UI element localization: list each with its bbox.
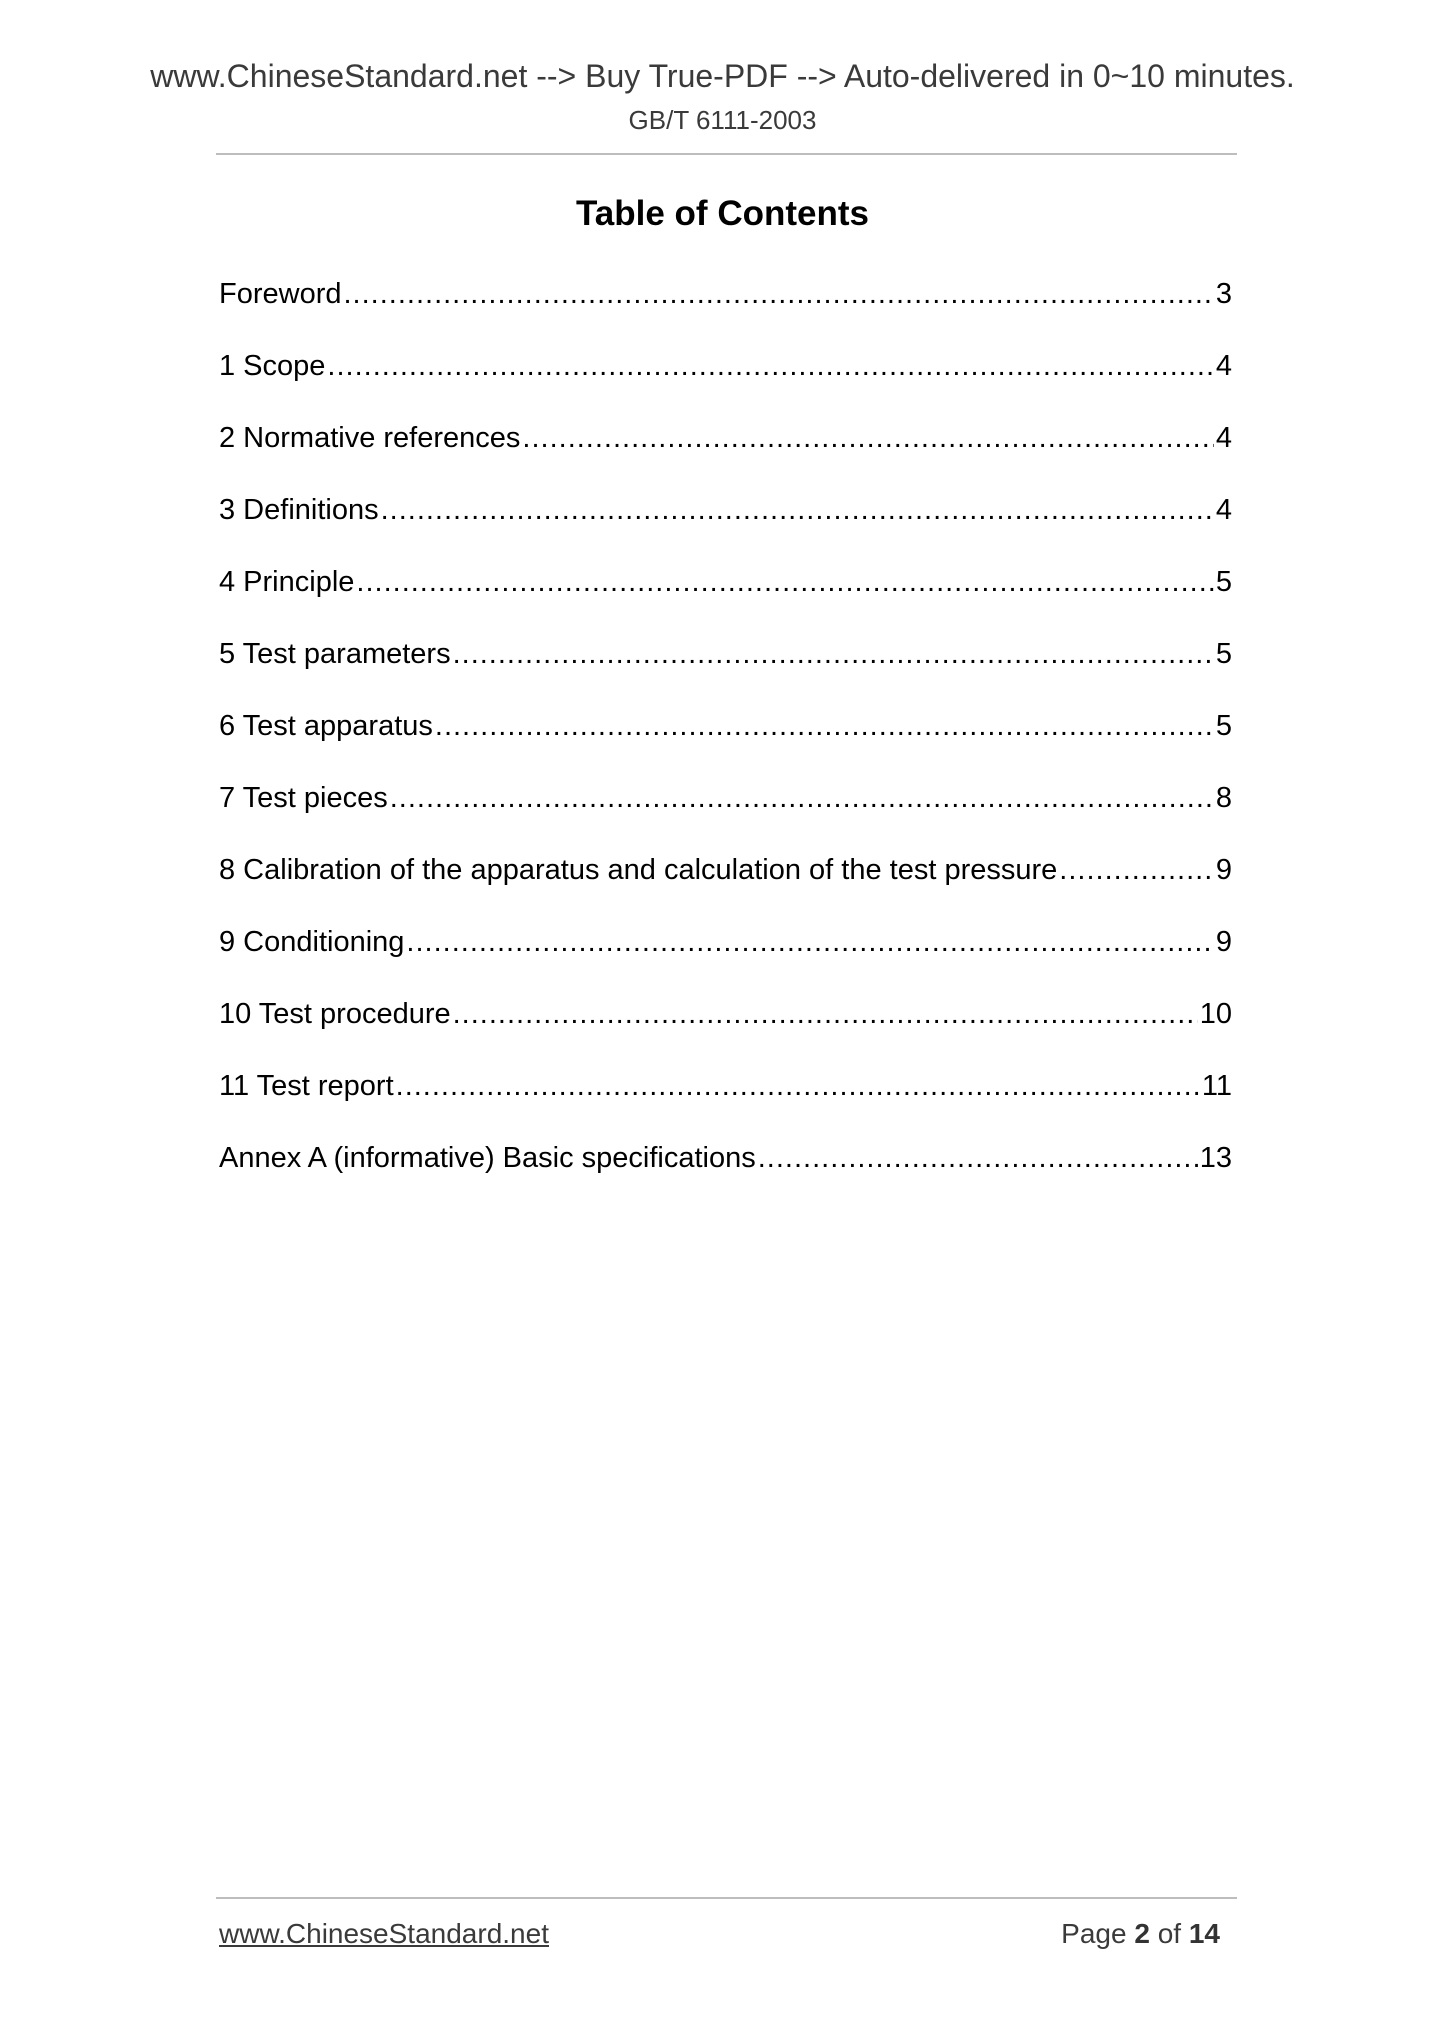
toc-entry-principle[interactable]: [219, 562, 1232, 634]
page-number: [1061, 1916, 1220, 1952]
toc-entry-page: 13: [1199, 1142, 1232, 1174]
toc-entry-page: 9: [1215, 926, 1232, 958]
toc-entry-calibration[interactable]: [219, 850, 1232, 922]
toc-entry-definitions[interactable]: [219, 490, 1232, 562]
toc-dot-leader: [453, 994, 1198, 1034]
toc-list: [219, 274, 1232, 1210]
toc-entry-scope[interactable]: [219, 346, 1232, 418]
toc-entry-test-apparatus[interactable]: [219, 706, 1232, 778]
toc-entry-label: 8 Calibration of the apparatus and calculation of the test pressure: [219, 854, 1058, 886]
toc-dot-leader: [406, 922, 1213, 962]
toc-entry-label: Foreword: [219, 278, 342, 310]
toc-entry-label: 5 Test parameters: [219, 638, 451, 670]
toc-entry-label: Annex A (informative) Basic specifications: [219, 1142, 756, 1174]
toc-dot-leader: [356, 562, 1213, 602]
toc-dot-leader: [1059, 850, 1214, 890]
toc-entry-page: 4: [1215, 422, 1232, 454]
toc-entry-page: 8: [1215, 782, 1232, 814]
toc-entry-label: 4 Principle: [219, 566, 355, 598]
toc-entry-test-pieces[interactable]: [219, 778, 1232, 850]
toc-entry-page: 4: [1215, 350, 1232, 382]
toc-entry-conditioning[interactable]: [219, 922, 1232, 994]
toc-entry-foreword[interactable]: [219, 274, 1232, 346]
current-page: 2: [1134, 1918, 1150, 1949]
toc-entry-page: 3: [1215, 278, 1232, 310]
toc-dot-leader: [453, 634, 1214, 674]
toc-entry-page: 11: [1201, 1070, 1232, 1102]
page-separator: of: [1157, 1918, 1182, 1949]
toc-entry-page: 5: [1215, 638, 1232, 670]
toc-entry-page: 9: [1215, 854, 1232, 886]
toc-entry-annex-a[interactable]: [219, 1138, 1232, 1210]
toc-dot-leader: [435, 706, 1214, 746]
toc-entry-test-parameters[interactable]: [219, 634, 1232, 706]
toc-entry-label: 9 Conditioning: [219, 926, 405, 958]
toc-dot-leader: [381, 490, 1214, 530]
toc-entry-page: 5: [1215, 566, 1232, 598]
toc-entry-label: 3 Definitions: [219, 494, 379, 526]
toc-dot-leader: [522, 418, 1213, 458]
toc-dot-leader: [344, 274, 1214, 314]
toc-entry-label: 2 Normative references: [219, 422, 521, 454]
toc-entry-page: 10: [1199, 998, 1232, 1030]
toc-dot-leader: [758, 1138, 1198, 1178]
toc-entry-page: 5: [1215, 710, 1232, 742]
header-divider: [216, 153, 1237, 155]
toc-entry-label: 6 Test apparatus: [219, 710, 433, 742]
toc-entry-label: 10 Test procedure: [219, 998, 451, 1030]
toc-entry-label: 1 Scope: [219, 350, 326, 382]
toc-entry-label: 11 Test report: [219, 1070, 394, 1102]
toc-title: Table of Contents: [576, 194, 869, 233]
standard-code: GB/T 6111-2003: [628, 105, 817, 135]
toc-entry-page: 4: [1215, 494, 1232, 526]
toc-dot-leader: [390, 778, 1214, 818]
toc-dot-leader: [396, 1066, 1200, 1106]
footer-website-link[interactable]: www.ChineseStandard.net: [219, 1918, 549, 1949]
toc-entry-test-procedure[interactable]: [219, 994, 1232, 1066]
toc-dot-leader: [327, 346, 1213, 386]
toc-entry-normative-references[interactable]: [219, 418, 1232, 490]
header-banner: www.ChineseStandard.net --> Buy True-PDF --> Auto-delivered in 0~10 minutes.: [150, 58, 1295, 94]
toc-entry-test-report[interactable]: [219, 1066, 1232, 1138]
footer-divider: [216, 1897, 1237, 1899]
total-pages: 14: [1188, 1918, 1220, 1949]
page-prefix: Page: [1061, 1918, 1127, 1949]
toc-entry-label: 7 Test pieces: [219, 782, 388, 814]
